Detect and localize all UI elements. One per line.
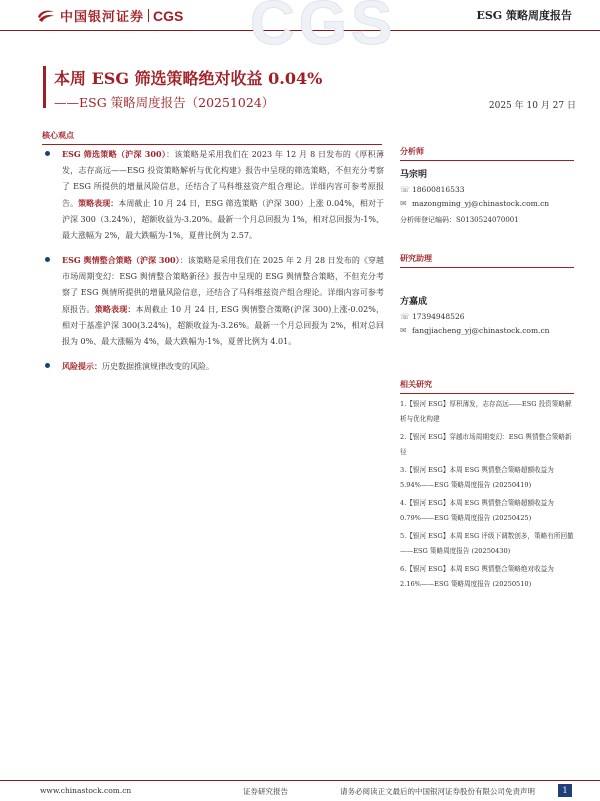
- related-research-item[interactable]: 1.【银河 ESG】厚积薄发，志存高远——ESG 投资策略解析与优化构建: [400, 400, 572, 423]
- analyst-registration: 分析师登记编码：S0130524070001: [400, 216, 519, 224]
- footer-website[interactable]: www.chinastock.com.cn: [40, 786, 132, 795]
- sidebar: [400, 146, 574, 592]
- related-research-item[interactable]: 3.【银河 ESG】本周 ESG 舆情整合策略超额收益为 5.94%——ESG 策略周度报告 (20250419): [400, 466, 554, 489]
- bullet-text: ：该策略是采用我们在 2025 年 2 月 28 日发布的《穿越市场周期变幻：ESG 舆情整合策略新径》报告中呈现的 ESG 舆情整合策略，不但充分考察了 ESG 舆情所提供的增量风险信息，还结合了马科维兹资产组合理论。详细内容可参考原报告。: [62, 256, 384, 314]
- bullet-risk-warning: [42, 358, 384, 375]
- company-logo: [36, 6, 183, 25]
- bullet-keyword: ESG 筛选策略（沪深 300）: [62, 149, 167, 159]
- logo-text-en: CGS: [153, 7, 184, 24]
- analyst-email-row: [400, 199, 574, 208]
- core-views-heading: 核心观点: [42, 130, 382, 145]
- assistant-phone-row: [400, 312, 574, 321]
- bullet-dot-icon: [45, 257, 50, 262]
- logo-text-cn: 中国银河证券: [60, 10, 145, 25]
- footer-category: 证券研究报告: [243, 787, 288, 796]
- footer-disclaimer: 请务必阅读正文最后的中国银河证券股份有限公司免责声明: [340, 787, 535, 796]
- bullet-keyword: 策略表现：: [94, 304, 136, 314]
- page-footer: [0, 780, 600, 801]
- assistant-name: 方嘉成: [400, 297, 428, 307]
- related-research-item[interactable]: 2.【银河 ESG】穿越市场周期变幻：ESG 舆情整合策略新径: [400, 433, 572, 456]
- assistant-phone: 17394948526: [412, 312, 465, 321]
- assistant-email-row: [400, 326, 574, 335]
- bullet-keyword: ESG 舆情整合策略（沪深 300）: [62, 255, 180, 265]
- bullet-esg-screening: [42, 146, 384, 244]
- bullet-text: 本周截止 10 月 24 日, ESG 舆情整合策略(沪深 300)上涨-0.02%，相对于基准沪深 300(3.24%)，超额收益为-3.26%。最新一个月总回报为 2%，相对总回报为 0%、最大涨幅为 4%，最大跌幅为-1%，夏普比例为 4.01。: [62, 305, 385, 346]
- bullet-dot-icon: [45, 151, 50, 156]
- report-subtitle: ——ESG 策略周度报告（20251024）: [54, 95, 275, 110]
- logo-divider: [148, 9, 149, 22]
- cgs-watermark: CGS: [250, 0, 397, 58]
- bullet-text: ：该策略是采用我们在 2023 年 12 月 8 日发布的《厚积薄发，志存高远——ESG 投资策略解析与优化构建》报告中呈现的筛选策略，不但充分考察了 ESG 所提供的增量风险信息，还结合了马科维兹资产组合理论。详细内容可参考原报告。: [62, 150, 384, 208]
- analyst-email[interactable]: mazongming_yj@chinastock.com.cn: [412, 199, 550, 208]
- bullet-text: 本周截止 10 月 24 日，ESG 筛选策略（沪深 300）上涨 0.04%，相对于沪深 300（3.24%），超额收益为-3.20%。最新一个月总回报为 1%，相对总回报为-1%、最大涨幅为 2%，最大跌幅为-1%，夏普比例为 2.57。: [62, 199, 385, 240]
- bullet-text: 历史数据推演规律改变的风险。: [102, 362, 214, 371]
- core-views-section: [42, 146, 384, 383]
- report-title: 本周 ESG 筛选策略绝对收益 0.04%: [54, 69, 323, 88]
- bullet-esg-sentiment: [42, 252, 384, 350]
- email-icon: ✉: [400, 326, 407, 335]
- analyst-name: 马宗明: [400, 170, 428, 180]
- page-number: 1: [558, 784, 572, 797]
- bullet-dot-icon: [45, 363, 50, 368]
- assistant-heading: 研究助理: [400, 253, 574, 268]
- phone-icon: ☏: [400, 312, 411, 321]
- bullet-keyword: 策略表现：: [78, 198, 119, 208]
- title-accent-bar: [43, 66, 46, 108]
- galaxy-logo-icon: [36, 8, 56, 24]
- email-icon: ✉: [400, 199, 407, 208]
- related-research-heading: 相关研究: [400, 379, 574, 394]
- report-date: 2025 年 10 月 27 日: [488, 101, 576, 111]
- phone-icon: ☏: [400, 185, 411, 194]
- related-research-item[interactable]: 6.【银河 ESG】本周 ESG 舆情整合策略绝对收益为 2.16%——ESG 策略周度报告 (20250510): [400, 565, 554, 588]
- related-research-item[interactable]: 4.【银河 ESG】本周 ESG 舆情整合策略超额收益为 0.79%——ESG 策略周度报告 (20250425): [400, 499, 554, 522]
- bullet-keyword: 风险提示：: [62, 361, 102, 371]
- analyst-heading: 分析师: [400, 146, 574, 161]
- analyst-phone: 18600816533: [412, 185, 465, 194]
- assistant-email[interactable]: fangjiacheng_yj@chinastock.com.cn: [412, 326, 550, 335]
- related-research-item[interactable]: 5.【银河 ESG】本周 ESG 评级下调数创多，策略有所回撤——ESG 策略周度报告 (20250430): [400, 532, 574, 555]
- report-type-label: ESG 策略周度报告: [476, 9, 572, 22]
- analyst-phone-row: [400, 185, 574, 194]
